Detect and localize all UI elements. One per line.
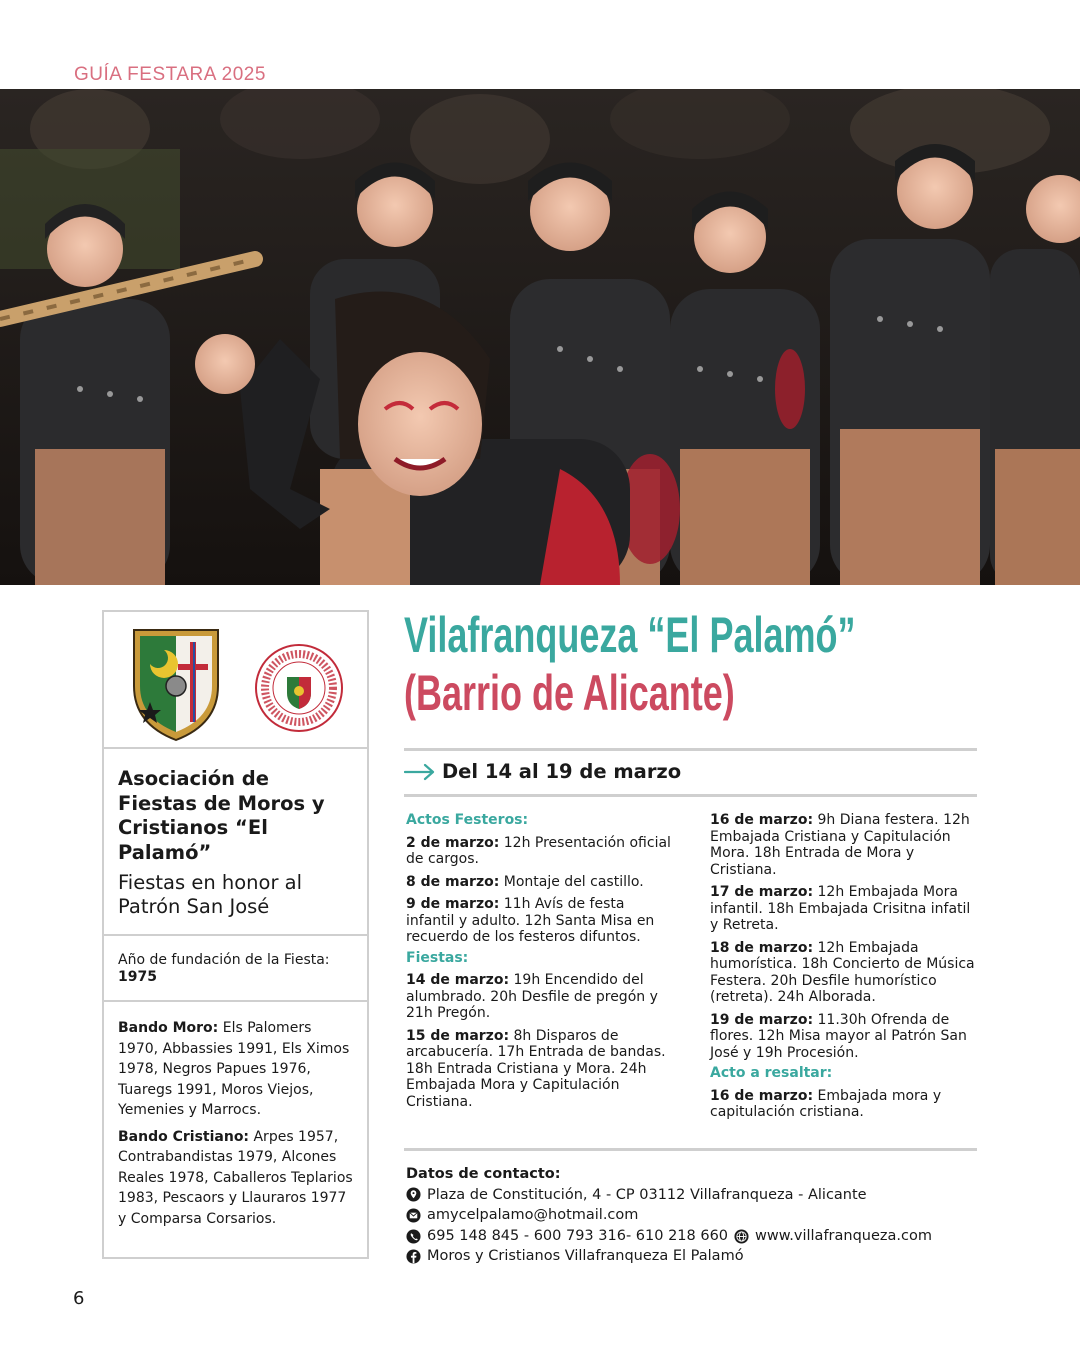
location-icon [406, 1187, 421, 1202]
parade-photo [0, 89, 1080, 585]
email-icon [406, 1208, 421, 1223]
program-left-column [406, 812, 674, 1116]
bando-cristiano [118, 1127, 353, 1230]
program-item [406, 972, 674, 1022]
program-text: 12h Embajada Mora infantil. 18h Embajada Crisitna infatil y Retreta. [710, 884, 971, 933]
program-item [406, 1028, 674, 1111]
program-date: 9 de marzo: [406, 896, 500, 912]
program-text: 12h Embajada humorística. 18h Concierto de Música Festera. 20h Desfile humorístico (retreta). 24h Alborada. [710, 939, 975, 1005]
founding-year [104, 936, 367, 1002]
program-item [710, 884, 975, 934]
title-divider [404, 748, 977, 751]
globe-icon [734, 1229, 749, 1244]
guide-header-label: GUÍA FESTARA 2025 [74, 64, 266, 85]
phone-web-row [406, 1226, 932, 1247]
program-date: 18 de marzo: [710, 939, 814, 956]
phone-text[interactable]: 695 148 845 - 600 793 316- 610 218 660 [427, 1227, 729, 1244]
facebook-row[interactable] [406, 1246, 932, 1267]
program-text: 11h Avís de festa infantil y adulto. 12h Santa Misa en recuerdo de los festeros difuntos. [406, 896, 655, 945]
program-date: 8 de marzo: [406, 873, 500, 890]
program-right-column [710, 812, 975, 1127]
federation-seal-logo [254, 643, 344, 733]
program-date: 16 de marzo: [710, 812, 814, 828]
contact-block [406, 1164, 932, 1267]
program-text: 19h Encendido del alumbrado. 20h Desfile de pregón y 21h Pregón. [406, 972, 658, 1021]
bando-moro-text: Els Palomers 1970, Abbassies 1991, Els Ximos 1978, Negros Papues 1976, Tuaregs 1991, Moros Viejos, Yemenies y Marrocs. [118, 1020, 350, 1118]
bando-moro-label: Bando Moro: [118, 1020, 219, 1036]
program-item [710, 1088, 975, 1121]
program-date: 16 de marzo: [710, 1087, 814, 1104]
program-text: 8h Disparos de arcabucería. 17h Entrada de bandas. 18h Entrada Cristiana y Mora. 24h Embajada Mora y Capitulación Cristiana. [406, 1027, 666, 1110]
program-text: Montaje del castillo. [503, 873, 644, 890]
program-text: Embajada mora y capitulación cristiana. [710, 1087, 942, 1120]
page-title [404, 606, 856, 722]
date-range-text: Del 14 al 19 de marzo [442, 760, 682, 783]
website-link[interactable]: www.villafranqueza.com [755, 1227, 932, 1244]
program-date: 17 de marzo: [710, 884, 814, 900]
program-item [406, 835, 674, 868]
program-text: 12h Presentación oficial de cargos. [406, 834, 671, 867]
program-item [710, 1012, 975, 1062]
association-name: Asociación de Fiestas de Moros y Cristianos “El Palamó” [118, 767, 325, 864]
page-number: 6 [73, 1288, 85, 1309]
association-info-box [102, 610, 369, 1259]
program-item [406, 896, 674, 946]
program-text: 11.30h Ofrenda de flores. 12h Misa mayor al Patrón San José y 19h Procesión. [710, 1011, 967, 1061]
program-text: 9h Diana festera. 12h Embajada Cristiana y Capitulación Mora. 18h Entrada de Mora y Cristiana. [710, 812, 970, 878]
facebook-icon [406, 1249, 421, 1264]
title-line-1: Vilafranqueza “El Palamó” [404, 607, 856, 663]
date-range [404, 760, 681, 783]
program-date: 19 de marzo: [710, 1011, 814, 1028]
address-row [406, 1185, 932, 1206]
program-item [406, 874, 674, 891]
logos-area [104, 612, 367, 749]
bando-moro [118, 1018, 353, 1121]
program-item [710, 812, 975, 878]
founded-label: Año de fundación de la Fiesta: [118, 952, 330, 968]
contact-heading: Datos de contacto: [406, 1166, 561, 1182]
program-date: 2 de marzo: [406, 834, 500, 851]
bandos-list [104, 1002, 367, 1229]
founded-year-value: 1975 [118, 969, 157, 985]
address-text: Plaza de Constitución, 4 - CP 03112 Villafranqueza - Alicante [427, 1186, 867, 1203]
email-link[interactable]: amycelpalamo@hotmail.com [427, 1207, 639, 1224]
actos-heading: Actos Festeros: [406, 812, 529, 828]
facebook-link[interactable]: Moros y Cristianos Villafranqueza El Palamó [427, 1248, 744, 1265]
dates-divider [404, 794, 977, 797]
title-line-2: (Barrio de Alicante) [404, 665, 735, 721]
bando-cristiano-text: Arpes 1957, Contrabandistas 1979, Alcones Reales 1978, Caballeros Teplarios 1983, Pescaors y Llauraros 1977 y Comparsa Corsarios. [118, 1128, 353, 1227]
arrow-right-icon [404, 763, 436, 781]
patron-subtitle: Fiestas en honor al Patrón San José [118, 871, 303, 918]
program-date: 15 de marzo: [406, 1027, 510, 1044]
whatsapp-icon [406, 1229, 421, 1244]
fiestas-heading: Fiestas: [406, 949, 469, 966]
association-shield-logo [130, 624, 222, 744]
email-row[interactable] [406, 1205, 932, 1226]
contact-divider [404, 1148, 977, 1151]
association-title-block [104, 749, 367, 936]
program-item [710, 940, 975, 1006]
bando-cristiano-label: Bando Cristiano: [118, 1128, 250, 1145]
resaltar-heading: Acto a resaltar: [710, 1065, 833, 1081]
program-date: 14 de marzo: [406, 972, 510, 988]
